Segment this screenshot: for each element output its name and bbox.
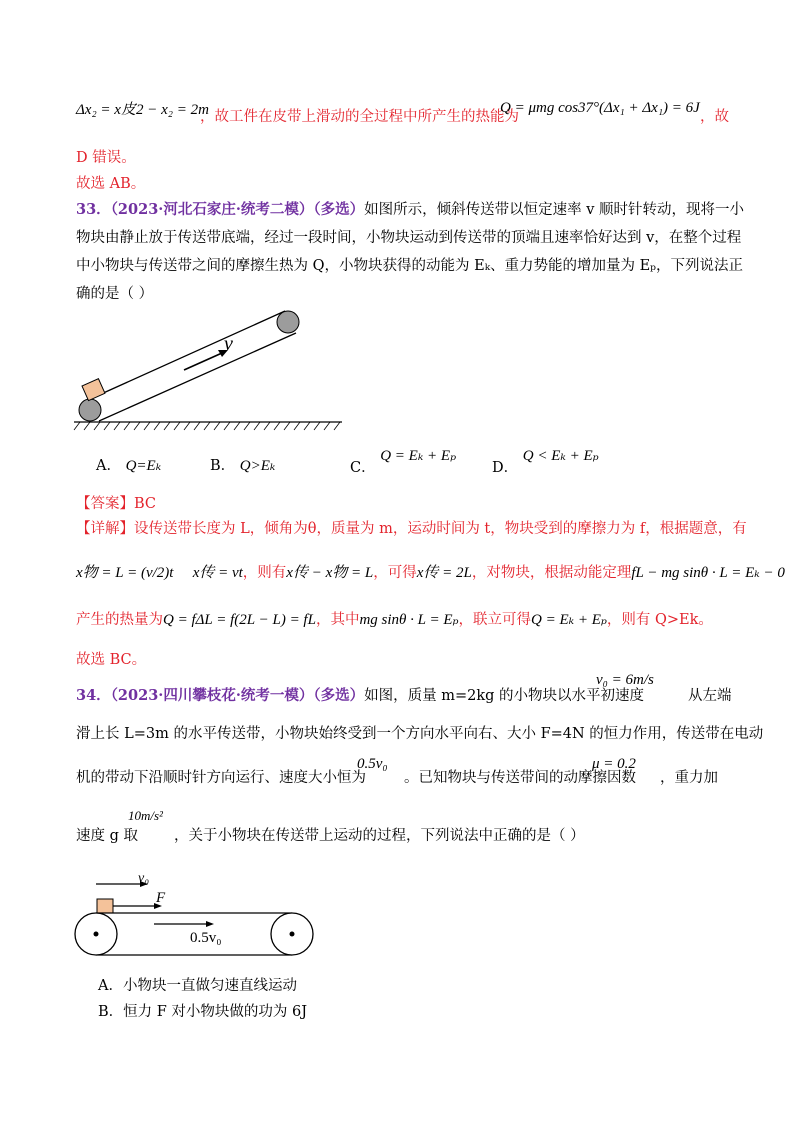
q33-detail-line-3 bbox=[76, 610, 713, 630]
velocity-label: v bbox=[224, 333, 233, 355]
eq-heat: Q = fΔL = f(2L − L) = fL bbox=[163, 612, 316, 628]
detail-text: ，则有 bbox=[242, 565, 287, 581]
eq-heat-prev: Q = μmg cos37°(Δx₁ + Δx₁) = 6J bbox=[500, 100, 700, 116]
stem-text: 如图，质量 m=2kg 的小物块以水平初速度 bbox=[364, 688, 645, 704]
horizontal-conveyor-figure bbox=[70, 866, 330, 966]
eq-result: Q = Eₖ + Eₚ bbox=[531, 612, 607, 628]
option-text: Q < Eₖ + Eₚ bbox=[522, 448, 599, 464]
stem-text: 机的带动下沿顺时针方向运行、速度大小恒为 bbox=[76, 770, 366, 786]
q34-stem-1-end: 从左端 bbox=[688, 688, 732, 704]
option-key: D． bbox=[492, 460, 519, 476]
q33-stem-line-1 bbox=[76, 200, 744, 220]
q33-detail-line-1: 【详解】设传送带长度为 L，倾角为θ，质量为 m，运动时间为 t，物块受到的摩擦力为 f，根据题意，有 bbox=[76, 521, 747, 537]
q34-stem-line-3 bbox=[76, 768, 366, 788]
q33-stem-1: 如图所示，倾斜传送带以恒定速率 v 顺时针转动，现将一小 bbox=[364, 202, 745, 218]
q34-stem-line-3c: ，重力加 bbox=[660, 770, 718, 786]
option-key: B． bbox=[98, 1004, 124, 1020]
belt-speed-label: 0.5v₀ bbox=[190, 930, 222, 946]
q34-stem-line-4a: 速度 g 取 bbox=[76, 828, 138, 844]
q33-option-a[interactable] bbox=[96, 456, 161, 476]
eq-diff: x传 − x物 = L bbox=[286, 565, 374, 581]
option-text: Q=Eₖ bbox=[125, 458, 162, 474]
detail-text: ，对物块，根据动能定理 bbox=[471, 565, 632, 581]
detail-text: ，则有 Q>Ek。 bbox=[606, 612, 713, 628]
q33-conclusion: 故选 BC。 bbox=[76, 652, 147, 668]
eq-v0: v₀ = 6m/s bbox=[596, 672, 654, 688]
block bbox=[97, 899, 113, 913]
q33-source: （2023·河北石家庄·统考二模）（多选） bbox=[110, 201, 365, 218]
detail-text: ，可得 bbox=[373, 565, 417, 581]
option-key: A． bbox=[96, 458, 121, 474]
eq-g: 10m/s² bbox=[128, 808, 163, 823]
q34-stem-line-2: 滑上长 L=3m 的水平传送带，小物块始终受到一个方向水平向右、大小 F=4N 的恒力作用，传送带在电动 bbox=[76, 726, 764, 742]
detail-text: ，联立可得 bbox=[458, 612, 532, 628]
top-roller bbox=[277, 311, 299, 333]
q33-stem-line-3: 中小物块与传送带之间的摩擦生热为 Q，小物块获得的动能为 Eₖ、重力势能的增加量为 Eₚ，下列说法正 bbox=[76, 258, 743, 274]
eq-dx2: Δx₂ = x皮2 − x₂ = 2m bbox=[76, 102, 209, 118]
q33-answer: 【答案】BC bbox=[76, 496, 157, 512]
eq-mu: μ = 0.2 bbox=[592, 756, 636, 772]
eq-x-belt: x传 = vt bbox=[192, 565, 243, 581]
q34-option-b[interactable] bbox=[98, 1002, 307, 1022]
q34-option-a[interactable] bbox=[98, 976, 297, 996]
prev-conclusion: 故选 AB。 bbox=[76, 176, 146, 192]
q33-number: 33． bbox=[76, 201, 111, 218]
incline-conveyor-figure bbox=[72, 306, 352, 436]
q33-option-c[interactable] bbox=[350, 448, 457, 478]
q33-option-b[interactable] bbox=[210, 456, 275, 476]
prev-solution-line bbox=[76, 100, 209, 120]
q33-option-d[interactable] bbox=[492, 448, 599, 478]
option-key: B． bbox=[210, 458, 236, 474]
q33-detail-line-2 bbox=[76, 563, 785, 583]
block bbox=[82, 379, 105, 401]
q34-stem-line-3b: 。已知物块与传送带间的动摩擦因数 bbox=[404, 770, 636, 786]
option-key: C． bbox=[350, 460, 376, 476]
eq-energy: fL − mg sinθ · L = Eₖ − 0 bbox=[631, 565, 785, 581]
option-text: Q = Eₖ + Eₚ bbox=[380, 448, 457, 464]
option-text: 恒力 F 对小物块做的功为 6J bbox=[123, 1004, 308, 1020]
q34-number: 34． bbox=[76, 687, 111, 704]
option-key: A． bbox=[98, 978, 123, 994]
detail-text: ，其中 bbox=[315, 612, 360, 628]
v0-label: v₀ bbox=[138, 871, 150, 886]
q33-stem-line-4: 确的是（ ） bbox=[76, 286, 154, 302]
q34-stem-line-1 bbox=[76, 686, 644, 706]
prev-text-2: ，故 bbox=[700, 109, 729, 125]
eq-half-v0: 0.5v₀ bbox=[357, 756, 388, 772]
prev-text-1: ，故工件在皮带上滑动的全过程中所产生的热能为 bbox=[200, 109, 519, 125]
q33-stem-line-2: 物块由静止放于传送带底端，经过一段时间，小物块运动到传送带的顶端且速率恰好达到 v，在整个过程 bbox=[76, 230, 742, 246]
eq-x-block: x物 = L = (v/2)t bbox=[76, 565, 174, 581]
eq-ep: mg sinθ · L = Eₚ bbox=[359, 612, 459, 628]
q34-source: （2023·四川攀枝花·统考一模）（多选） bbox=[110, 687, 365, 704]
eq-2l: x传 = 2L bbox=[416, 565, 472, 581]
bottom-roller bbox=[79, 399, 101, 421]
q34-stem-line-4b: ，关于小物块在传送带上运动的过程，下列说法中正确的是（ ） bbox=[174, 828, 585, 844]
prev-text-3: D 错误。 bbox=[76, 150, 136, 166]
force-label: F bbox=[156, 890, 166, 906]
option-text: Q>Eₖ bbox=[239, 458, 276, 474]
detail-text: 产生的热量为 bbox=[76, 612, 163, 628]
option-text: 小物块一直做匀速直线运动 bbox=[122, 978, 297, 994]
